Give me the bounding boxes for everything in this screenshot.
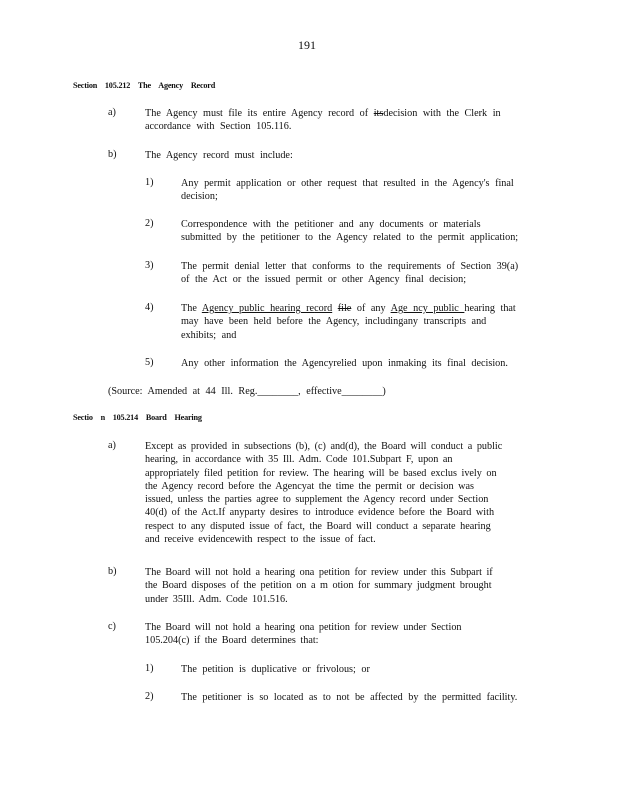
s214-b-marker: b) bbox=[108, 566, 117, 577]
s214-c-line: 105.204(c) if the Board determines that: bbox=[145, 635, 319, 647]
sub4-line3: exhibits; and bbox=[181, 329, 237, 341]
section-212-heading: Section 105.212 The Agency Record bbox=[73, 81, 216, 90]
s214-c-marker: c) bbox=[108, 621, 116, 632]
item-a-line2: accordance with Section 105.116. bbox=[145, 121, 292, 133]
sub1-text bbox=[181, 177, 514, 204]
s214-c2-marker: 2) bbox=[145, 691, 154, 702]
sub4-marker: 4) bbox=[145, 302, 154, 313]
sub3-text bbox=[181, 260, 518, 287]
s214-b-line: the Board disposes of the petition on a m otion for summary judgment brought bbox=[145, 580, 492, 592]
sub2-line2: submitted by the petitioner to the Agency related to the permit application; bbox=[181, 232, 519, 244]
sub3-line1: The permit denial letter that conforms to the requirements of Section 39(a) bbox=[181, 261, 519, 272]
s214-a-line: hearing, in accordance with 35 Ill. Adm. Code 101.Subpart F, upon an bbox=[145, 454, 453, 466]
s214-a-line: appropriately filed petition for review. The hearing will be based exclus ively on bbox=[145, 467, 497, 479]
s214-c1-text: The petition is duplicative or frivolous; or bbox=[181, 664, 370, 675]
s214-b-text bbox=[145, 566, 493, 606]
s214-a-line: and receive evidencewith respect to the issue of fact. bbox=[145, 534, 376, 546]
source-note: (Source: Amended at 44 Ill. Reg.________, effective________) bbox=[108, 386, 386, 397]
s214-b-line: The Board will not hold a hearing ona petition for review under this Subpart if bbox=[145, 567, 493, 578]
sub2-line1: Correspondence with the petitioner and any documents or materials bbox=[181, 219, 481, 230]
sub3-marker: 3) bbox=[145, 260, 154, 271]
s214-c-text bbox=[145, 621, 462, 648]
section-214-heading: Sectio n 105.214 Board Hearing bbox=[73, 413, 202, 422]
sub3-line2: of the Act or the issued permit or other Agency final decision; bbox=[181, 274, 467, 286]
s214-a-line: issued, unless the parties agree to supplement the Agency record under Section bbox=[145, 494, 489, 506]
page-number: 191 bbox=[298, 38, 316, 52]
sub5-text: Any other information the Agencyrelied upon inmaking its final decision. bbox=[181, 358, 508, 369]
s214-c-line: The Board will not hold a hearing ona petition for review under Section bbox=[145, 622, 462, 633]
sub4-text bbox=[181, 302, 516, 342]
s214-a-line: 40(d) of the Act.If anyparty desires to introduce evidence before the Board with bbox=[145, 507, 495, 519]
sub4-line1: The Agency public hearing record file of any Age ncy public hearing that bbox=[181, 303, 516, 314]
sub2-text bbox=[181, 218, 518, 245]
sub5-marker: 5) bbox=[145, 357, 154, 368]
s214-a-line: Except as provided in subsections (b), (c) and(d), the Board will conduct a public bbox=[145, 441, 503, 452]
sub1-line1: Any permit application or other request that resulted in the Agency's final bbox=[181, 178, 514, 189]
s214-a-line: respect to any disputed issue of fact, the Board will conduct a separate hearing bbox=[145, 520, 491, 532]
item-b-marker: b) bbox=[108, 149, 117, 160]
sub4-line2: may have been held before the Agency, includingany transcripts and bbox=[181, 316, 487, 328]
sub1-line2: decision; bbox=[181, 191, 218, 203]
item-b-text: The Agency record must include: bbox=[145, 150, 293, 161]
s214-c2-text: The petitioner is so located as to not be affected by the permitted facility. bbox=[181, 692, 518, 703]
s214-a-text bbox=[145, 440, 502, 546]
item-a-marker: a) bbox=[108, 107, 116, 118]
s214-a-line: the Agency record before the Agencyat the time the permit or decision was bbox=[145, 480, 474, 492]
sub1-marker: 1) bbox=[145, 177, 154, 188]
s214-c1-marker: 1) bbox=[145, 663, 154, 674]
item-a-line1: The Agency must file its entire Agency record of itsdecision with the Clerk in bbox=[145, 108, 501, 119]
item-a-text bbox=[145, 107, 501, 134]
s214-b-line: under 35Ill. Adm. Code 101.516. bbox=[145, 593, 288, 605]
sub2-marker: 2) bbox=[145, 218, 154, 229]
s214-a-marker: a) bbox=[108, 440, 116, 451]
